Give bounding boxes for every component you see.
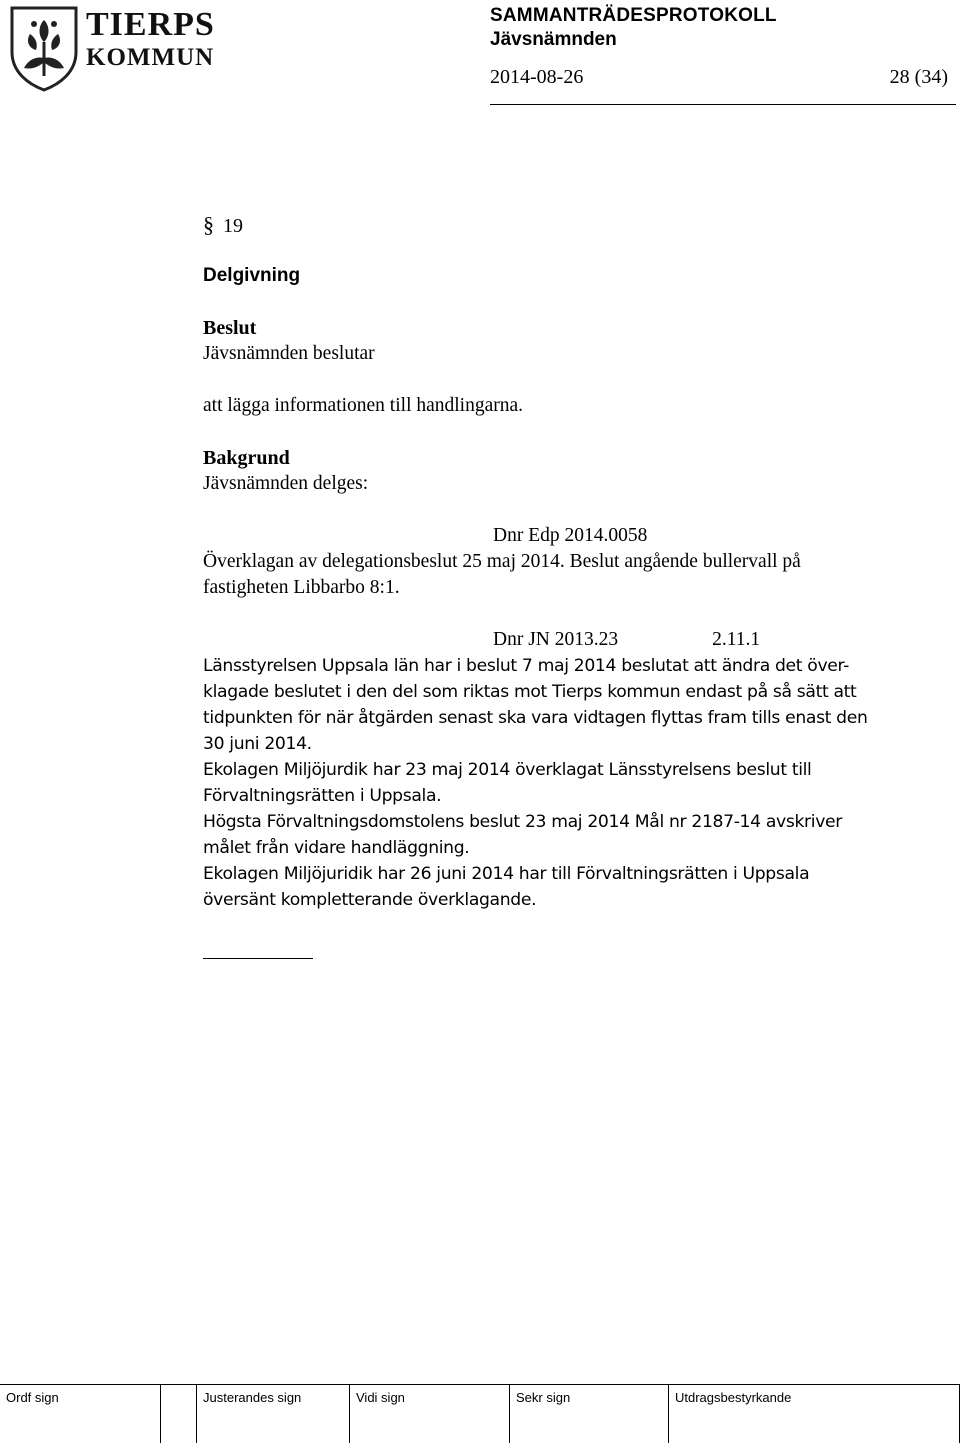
coat-of-arms-icon — [8, 6, 80, 92]
text-line: klagade beslutet i den del som riktas mot Tierps kommun endast på så sätt att — [203, 682, 857, 702]
meeting-date: 2014-08-26 — [490, 66, 584, 88]
document-body — [203, 212, 923, 913]
section-number — [203, 212, 923, 239]
header-info — [490, 5, 950, 88]
item1-line1: Överklagan av delegationsbeslut 25 maj 2014. Beslut angående bullervall på — [203, 551, 801, 572]
signature-label: Justerandes sign — [203, 1390, 302, 1405]
text-line: tidpunkten för när åtgärden senast ska vara vidtagen flyttas fram tills enast den — [203, 708, 868, 728]
logo-line1: TIERPS — [86, 6, 215, 43]
text-line: Ekolagen Miljöjurdik har 23 maj 2014 överklagat Länsstyrelsens beslut till — [203, 760, 812, 780]
item2-dnr: Dnr JN 2013.23 — [493, 629, 619, 650]
signature-label: Vidi sign — [356, 1390, 405, 1405]
signature-label: Sekr sign — [516, 1390, 571, 1405]
signature-cell-vidi — [350, 1385, 510, 1443]
item2-dnr-row — [203, 627, 923, 653]
item2-text — [203, 653, 923, 913]
beslut-text: att lägga informationen till handlingarna. — [203, 395, 524, 416]
bakgrund-intro: Jävsnämnden delges: — [203, 473, 369, 494]
protocol-title: SAMMANTRÄDESPROTOKOLL — [490, 5, 777, 26]
text-line: Länsstyrelsen Uppsala län har i beslut 7 maj 2014 beslutat att ändra det över- — [203, 656, 849, 676]
item1-line2: fastigheten Libbarbo 8:1. — [203, 577, 400, 598]
text-line: Högsta Förvaltningsdomstolens beslut 23 maj 2014 Mål nr 2187-14 avskriver — [203, 812, 842, 832]
signature-cell-justerandes — [197, 1385, 350, 1443]
header-divider — [490, 104, 956, 105]
logo-line2: KOMMUN — [86, 44, 215, 71]
signature-label: Utdragsbestyrkande — [675, 1390, 792, 1405]
signature-cell-ordf — [0, 1385, 161, 1443]
logo-wordmark — [86, 8, 215, 71]
beslut-intro: Jävsnämnden beslutar — [203, 343, 375, 364]
beslut-heading: Beslut — [203, 317, 257, 339]
item1-dnr: Dnr Edp 2014.0058 — [493, 525, 648, 546]
signature-label: Ordf sign — [6, 1390, 59, 1405]
text-line: Förvaltningsrätten i Uppsala. — [203, 786, 442, 806]
committee-name: Jävsnämnden — [490, 29, 617, 50]
section-heading: Delgivning — [203, 265, 301, 286]
text-line: målet från vidare handläggning. — [203, 838, 470, 858]
signature-footer — [0, 1384, 960, 1446]
section-number-value: 19 — [223, 215, 243, 237]
signature-cell-utdrag — [669, 1385, 960, 1443]
text-line: översänt kompletterande överklagande. — [203, 890, 537, 910]
signature-cell-sekr — [510, 1385, 669, 1443]
bakgrund-heading: Bakgrund — [203, 447, 290, 469]
paragraph-symbol: § — [203, 212, 214, 237]
text-line: Ekolagen Miljöjuridik har 26 juni 2014 har till Förvaltningsrätten i Uppsala — [203, 864, 810, 884]
tierps-kommun-logo — [8, 6, 228, 92]
item2-code: 2.11.1 — [712, 629, 761, 650]
section-end-line — [203, 958, 313, 959]
text-line: 30 juni 2014. — [203, 734, 312, 754]
page-number: 28 (34) — [889, 66, 948, 88]
footer-spacer — [161, 1385, 197, 1443]
